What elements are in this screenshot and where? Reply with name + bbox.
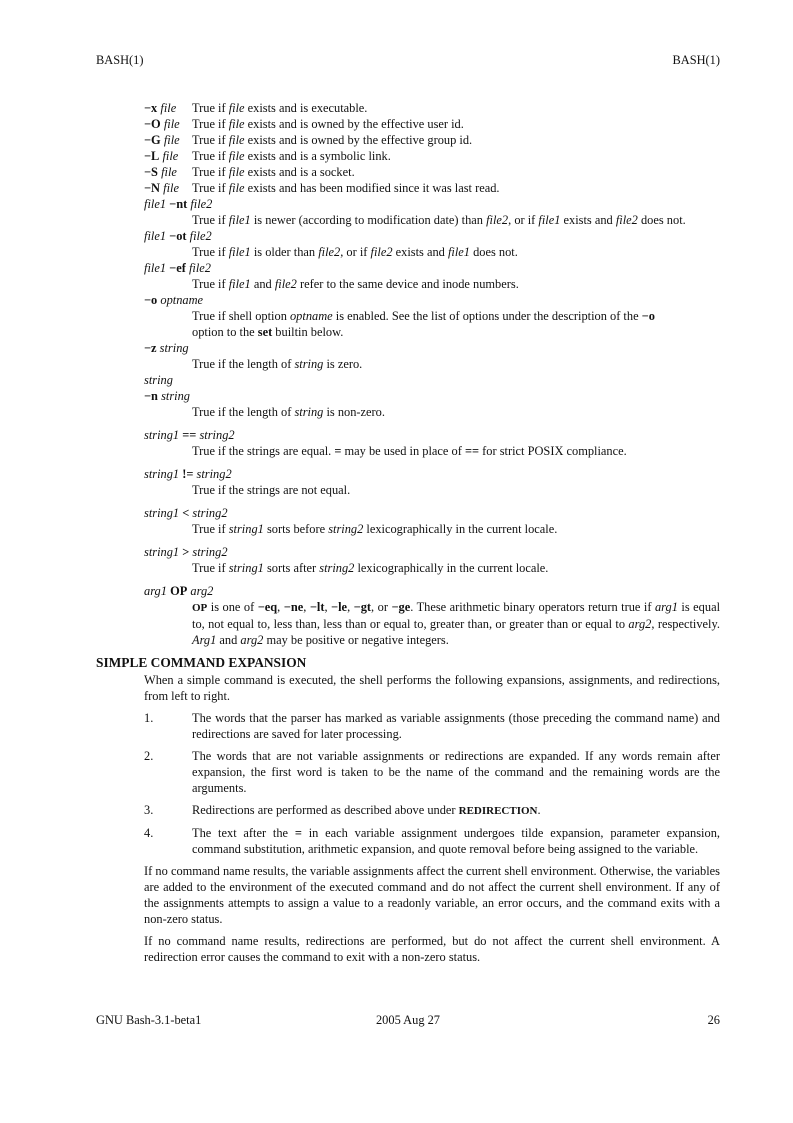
op-gt-desc: True if string1 sorts after string2 lexicographically in the current locale. [192,561,549,575]
page-footer [96,1012,720,1028]
op-ot-desc: True if file1 is older than file2, or if file2 exists and file1 does not. [192,245,518,259]
list-item: 3. Redirections are performed as described above under REDIRECTION. [144,803,541,817]
op-nt-term: file1 −nt file2 [144,197,213,211]
paragraph-2: If no command name results, redirections are performed, but do not affect the current shell environment. A redirection error causes the command to exit with a non-zero status. [144,934,720,964]
op-eq-desc: True if the strings are equal. = may be used in place of == for strict POSIX compliance. [192,444,627,458]
file-test-operators [96,100,720,648]
op-ne-desc: True if the strings are not equal. [192,483,351,497]
op-ne-term: string1 != string2 [144,467,232,481]
header-left: BASH(1) [96,53,144,67]
footer-center: 2005 Aug 27 [375,1013,441,1027]
footer-left: GNU Bash-3.1-beta1 [96,1013,202,1027]
op-O: −O file True if file exists and is owned by the effective user id. [144,117,464,131]
op-arith-term: arg1 OP arg2 [144,584,214,598]
op-string-term: string [144,373,173,387]
footer-page-number: 26 [707,1013,720,1027]
op-lt-desc: True if string1 sorts before string2 lexicographically in the current locale. [192,522,558,536]
op-ef-term: file1 −ef file2 [144,261,211,275]
op-L: −L file True if file exists and is a symbolic link. [144,149,391,163]
op-z-desc: True if the length of string is zero. [192,357,363,371]
op-S: −S file True if file exists and is a socket. [144,165,355,179]
list-item: 2. The words that are not variable assignments or redirections are expanded. If any words remain after expansion, the first word is taken to be the name of the command and the remaining words are the arguments. [144,749,720,795]
op-n-desc: True if the length of string is non-zero. [192,405,385,419]
op-G: −G file True if file exists and is owned by the effective group id. [144,133,473,147]
op-N: −N file True if file exists and has been modified since it was last read. [144,181,500,195]
op-gt-term: string1 > string2 [144,545,228,559]
op-ef-desc: True if file1 and file2 refer to the same device and inode numbers. [192,277,519,291]
paragraph-1: If no command name results, the variable assignments affect the current shell environment. Otherwise, the variables are added to the environment of the executed command and do not affect the current shell environment. If any of the assignments attempts to assign a value to a readonly variable, an error occurs, and the command exits with a non-zero status. [144,864,720,926]
op-n-term: −n string [144,389,190,403]
list-item: 1. The words that the parser has marked as variable assignments (those preceding the command name) and redirections are saved for later processing. [144,711,720,741]
header-right: BASH(1) [672,53,720,67]
op-ot-term: file1 −ot file2 [144,229,212,243]
op-lt-term: string1 < string2 [144,506,228,520]
op-eq-term: string1 == string2 [144,428,235,442]
op-o-term: −o optname [144,293,204,307]
op-o-desc: True if shell option optname is enabled. See the list of options under the description of the −o option to the set builtin below. [192,309,655,339]
op-x: −x file True if file exists and is executable. [144,101,368,115]
op-z-term: −z string [144,341,189,355]
section-intro: When a simple command is executed, the shell performs the following expansions, assignments, and redirections, from left to right. [144,673,720,703]
op-nt-desc: True if file1 is newer (according to modification date) than file2, or if file1 exists and file2 does not. [192,213,686,227]
page-header [96,52,720,68]
list-item: 4. The text after the = in each variable assignment undergoes tilde expansion, parameter expansion, command substitution, arithmetic expansion, and quote removal before being assigned to the variable. [144,826,720,856]
op-arith-desc: OP is one of −eq, −ne, −lt, −le, −gt, or −ge. These arithmetic binary operators return true if arg1 is equal to, not equal to, less than, less than or equal to, greater than, or greater than or equal to arg2, respectively. Arg1 and arg2 may be positive or negative integers. [192,600,721,647]
section-title: SIMPLE COMMAND EXPANSION [96,655,307,670]
manual-content [96,100,720,965]
